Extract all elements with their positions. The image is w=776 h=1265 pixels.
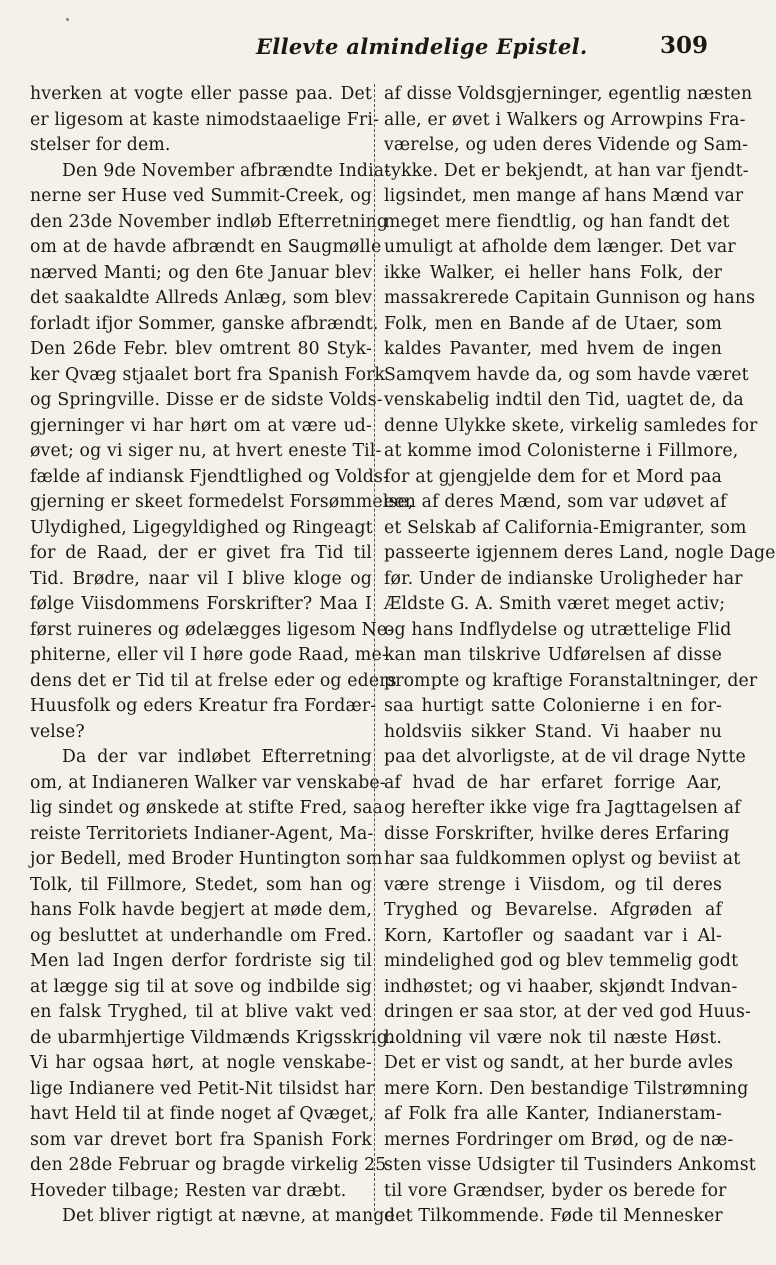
text-line: prompte og kraftige Foranstaltninger, der [384,670,758,691]
text-line: og herefter ikke vige fra Jagttagelsen af [384,798,741,818]
page-header [0,30,762,70]
text-line: indhøstet; og vi haaber, skjøndt Indvan- [384,976,738,997]
text-line: en falsk Tryghed, til at blive vakt ved [30,1002,372,1022]
text-line: venskabelig indtil den Tid, uagtet de, da [384,390,744,410]
text-line: den 28de Februar og bragde virkelig 25 [30,1155,387,1175]
text-line: Men lad Ingen derfor fordriste sig til [30,951,372,971]
text-line: de ubarmhjertige Vildmænds Krigsskrig. [30,1027,394,1048]
text-line: een af deres Mænd, som var udøvet af [384,492,727,512]
text-line: dens det er Tid til at frelse eder og eders [30,670,397,691]
text-line: det Tilkommende. Føde til Mennesker [384,1206,723,1226]
text-line: Ældste G. A. Smith været meget activ; [384,594,726,614]
text-line: nerne ser Huse ved Summit-Creek, og [30,186,372,206]
text-line: sten visse Udsigter til Tusinders Ankomst [384,1155,756,1175]
text-line: nærved Manti; og den 6te Januar blev [30,262,372,283]
text-line: af Folk fra alle Kanter, Indianerstam- [384,1104,722,1124]
text-line: kaldes Pavanter, med hvem de ingen [384,339,722,359]
text-line: Tryghed og Bevarelse. Afgrøden af [384,900,722,920]
text-line: jor Bedell, med Broder Huntington som [30,849,383,869]
text-line: hverken at vogte eller passe paa. Det [30,84,372,104]
text-line: passeerte igjennem deres Land, nogle Dage [384,543,776,563]
text-line: paa det alvorligste, at de vil drage Nytte [384,747,746,767]
text-line: lig sindet og ønskede at stifte Fred, saa [30,798,383,818]
text-line: Tolk, til Fillmore, Stedet, som han og [30,874,372,895]
text-line: først ruineres og ødelægges ligesom Ne- [30,619,394,640]
text-line: og hans Indflydelse og utrættelige Flid [384,619,732,640]
text-line: meget mere fiendtlig, og han fandt det [384,211,730,232]
text-line: dringen er saa stor, at der ved god Huus- [384,1002,751,1022]
text-line: om, at Indianeren Walker var venskabe- [30,772,386,793]
text-line: mernes Fordringer om Brød, og de næ- [384,1129,734,1150]
text-line: Den 9de November afbrændte India- [62,160,391,181]
text-line: den 23de November indløb Efterretning [30,211,389,232]
text-line: Den 26de Febr. blev omtrent 80 Styk- [30,339,372,359]
text-line: Samqvem havde da, og som havde været [384,364,749,385]
text-line: hans Folk havde begjert at møde dem, [30,900,372,920]
text-line: saa hurtigt satte Colonierne i en for- [384,696,722,716]
text-line: det saakaldte Allreds Anlæg, som blev [30,288,372,308]
text-line: mindelighed god og blev temmelig godt [384,951,739,971]
text-line: gjerning er skeet formedelst Forsømmelse, [30,492,414,512]
text-line: Det bliver rigtigt at nævne, at mange [62,1206,395,1226]
text-line: være strenge i Viisdom, og til deres [384,874,722,895]
text-line: forladt ifjor Sommer, ganske afbrændt. [30,313,379,334]
text-line: som var drevet bort fra Spanish Fork [30,1129,372,1150]
page-number: 309 [660,32,709,59]
text-line: havt Held til at finde noget af Qvæget, [30,1104,375,1124]
column-divider [374,84,375,1216]
text-line: har saa fuldkommen oplyst og beviist at [384,849,741,869]
text-line: at komme imod Colonisterne i Fillmore, [384,441,739,461]
text-line: denne Ulykke skete, virkelig samledes for [384,415,758,436]
paper-speck [66,18,69,21]
text-line: Korn, Kartofler og saadant var i Al- [384,925,722,946]
text-line: for de Raad, der er givet fra Tid til [30,543,372,563]
text-line: et Selskab af California-Emigranter, som [384,517,747,538]
text-line: massakrerede Capitain Gunnison og hans [384,288,756,308]
right-text-column [384,82,776,1230]
text-line: før. Under de indianske Uroligheder har [384,568,743,589]
text-line: Folk, men en Bande af de Utaer, som [384,313,722,334]
text-line: ligsindet, men mange af hans Mænd var [384,186,744,206]
text-line: Da der var indløbet Efterretning [62,747,372,767]
text-line: alle, er øvet i Walkers og Arrowpins Fra- [384,109,746,130]
left-text-column [30,82,414,1230]
text-line: og besluttet at underhandle om Fred. [30,925,372,946]
text-line: disse Forskrifter, hvilke deres Erfaring [384,823,730,844]
text-line: holdsviis sikker Stand. Vi haaber nu [384,721,722,742]
text-line: mere Korn. Den bestandige Tilstrømning [384,1078,749,1099]
text-line: at lægge sig til at sove og indbilde sig [30,976,372,997]
text-line: Huusfolk og eders Kreatur fra Fordær- [30,696,377,716]
text-line: fælde af indiansk Fjendtlighed og Volds- [30,466,389,487]
text-line: om at de havde afbrændt en Saugmølle [30,237,382,257]
text-line: Det er vist og sandt, at her burde avles [384,1053,734,1073]
text-line: for at gjengjelde dem for et Mord paa [384,466,722,487]
text-line: af disse Voldsgjerninger, egentlig næsten [384,84,753,104]
text-line: kan man tilskrive Udførelsen af disse [384,645,722,665]
text-line: Tid. Brødre, naar vil I blive kloge og [30,568,372,589]
text-line: værelse, og uden deres Vidende og Sam- [384,135,749,155]
text-line: Hoveder tilbage; Resten var dræbt. [30,1180,347,1201]
text-line: til vore Grændser, byder os berede for [384,1180,727,1201]
text-line: stelser for dem. [30,135,171,155]
text-line: holdning vil være nok til næste Høst. [384,1027,722,1048]
text-line: umuligt at afholde dem længer. Det var [384,237,736,257]
text-line: tykke. Det er bekjendt, at han var fjendt- [384,160,749,181]
text-line: er ligesom at kaste nimodstaaelige Fri- [30,109,379,130]
text-line: øvet; og vi siger nu, at hvert eneste Til- [30,441,382,461]
text-line: ikke Walker, ei heller hans Folk, der [384,262,722,283]
text-line: af hvad de har erfaret forrige Aar, [384,772,722,793]
text-line: phiterne, eller vil I høre gode Raad, me- [30,645,388,665]
text-line: ker Qvæg stjaalet bort fra Spanish Fork [30,364,386,385]
text-line: Ulydighed, Ligegyldighed og Ringeagt [30,517,373,538]
text-line: lige Indianere ved Petit-Nit tilsidst har [30,1078,375,1099]
running-title: Ellevte almindelige Epistel. [256,34,588,59]
text-line: Vi har ogsaa hørt, at nogle venskabe- [30,1053,372,1073]
text-line: velse? [30,721,85,742]
text-line: følge Viisdommens Forskrifter? Maa I [30,594,372,614]
text-line: og Springville. Disse er de sidste Volds- [30,390,383,410]
text-line: reiste Territoriets Indianer-Agent, Ma- [30,823,374,844]
text-line: gjerninger vi har hørt om at være ud- [30,415,372,436]
